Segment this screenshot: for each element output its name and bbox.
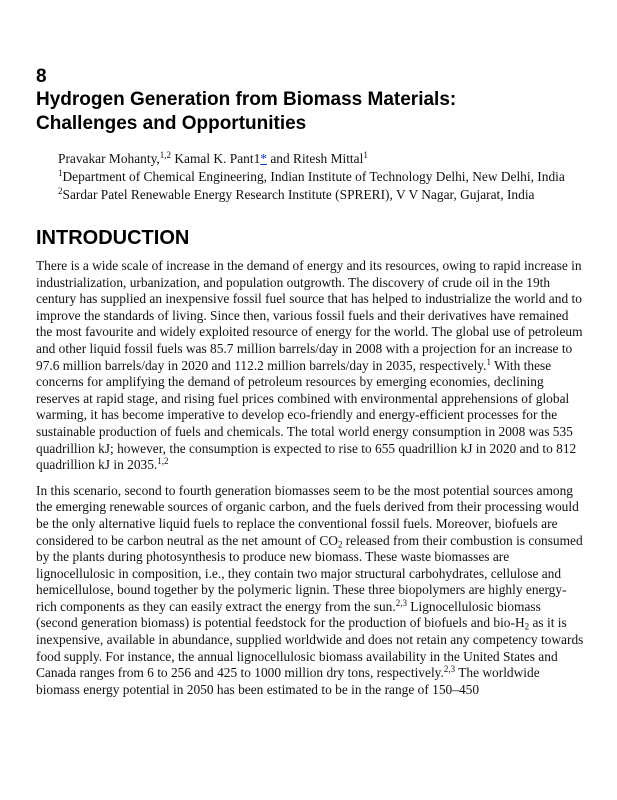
para-text: In this scenario, second to fourth generation biomasses seem to be the most potential sources among the emerging renewable sources of organic carbon, and the fuels derived from their processing would be the only alternative liquid fuels to replace the conventional fossil fuels. Moreover, biofuels are considered to be carbon neutral as the net amount of CO: [36, 482, 579, 548]
chapter-number: 8: [36, 66, 47, 87]
para-text: The worldwide biomass energy potential in 2050 has been estimated to be in the range of 150–450: [36, 665, 540, 697]
corresponding-author-link[interactable]: *: [260, 151, 267, 166]
para-text: With these concerns for amplifying the demand of petroleum resources by emerging economies, declining reserves at rapid stage, and rising fuel prices combined with environmental apprehensions of global warming, it has become imperative to develop eco-friendly and energy-efficient processes for the sustainable production of fuels and chemicals. The total world energy consumption in 2008 was 535 quadrillion kJ; however, the consumption is expected to rise to 655 quadrillion kJ in 2020 and to 812 quadrillion kJ in 2035.: [36, 357, 577, 473]
affiliation-text: Sardar Patel Renewable Energy Research Institute (SPRERI), V V Nagar, Gujarat, India: [62, 187, 535, 202]
chapter-title: [36, 88, 584, 136]
affiliation: [58, 168, 584, 186]
citation-sup: 1: [486, 356, 491, 367]
author-affil-sup: 1,2: [159, 150, 172, 161]
author-name: Kamal K. Pant1: [171, 151, 261, 166]
para-text: released from their combustion is consumed by the plants during photosynthesis to produce new biomass. These waste biomasses are lignocellulosic in composition, i.e., they contain two major structural carbohydrates, cellulose and hemicellulose, bound together by the polymeric lignin. These three biopolymers are highly energy-rich components as they can easily extract the energy from the sun.: [36, 532, 583, 614]
section-heading: INTRODUCTION: [36, 227, 190, 249]
body-paragraph: [36, 258, 584, 474]
para-text: as it is inexpensive, available in abundance, supplied worldwide and does not retain any competency towards food supply. For instance, the annual lignocellulosic biomass availability in the United States and Canada ranges from 6 to 256 and 425 to 1000 million dry tons, respectively.: [36, 615, 584, 681]
affiliation: [58, 186, 584, 204]
affiliation-text: Department of Chemical Engineering, Indian Institute of Technology Delhi, New Delhi, India: [62, 169, 565, 184]
chapter-title-line1: Hydrogen Generation from Biomass Materials:: [36, 89, 457, 110]
affiliation-sup: 2: [58, 186, 63, 197]
subscript: 2: [524, 622, 530, 633]
author-affil-sup: 1: [363, 150, 368, 161]
body-paragraph: [36, 483, 584, 699]
chapter-title-line2: Challenges and Opportunities: [36, 113, 307, 134]
para-text: There is a wide scale of increase in the demand of energy and its resources, owing to rapid increase in industrialization, urbanization, and population outgrowth. The discovery of crude oil in the 19th century has supplied an inexpensive fossil fuel source that has helped to industrialize the world and to improve the standards of living. Since then, various fossil fuels and their derivatives have remained the most favourite and widely exploited resource of energy for the world. The global use of petroleum and other liquid fossil fuels was 85.7 million barrels/day in 2008 with a projection for an increase to 97.6 million barrels/day in 2020 and 112.2 million barrels/day in 2035, respectively.: [36, 258, 583, 373]
citation-sup: 1,2: [157, 456, 169, 467]
subscript: 2: [337, 539, 343, 550]
citation-sup: 2,3: [443, 664, 456, 675]
document-page: [36, 66, 584, 707]
author-name: Pravakar Mohanty,: [58, 151, 160, 166]
affiliation-sup: 1: [58, 168, 63, 179]
author-line: [58, 150, 584, 168]
citation-sup: 2,3: [395, 597, 407, 608]
author-block: [58, 150, 584, 204]
author-name: and Ritesh Mittal: [266, 151, 364, 166]
para-text: Lignocellulosic biomass (second generation biomass) is potential feedstock for the production of biofuels and bio-H: [36, 598, 541, 631]
